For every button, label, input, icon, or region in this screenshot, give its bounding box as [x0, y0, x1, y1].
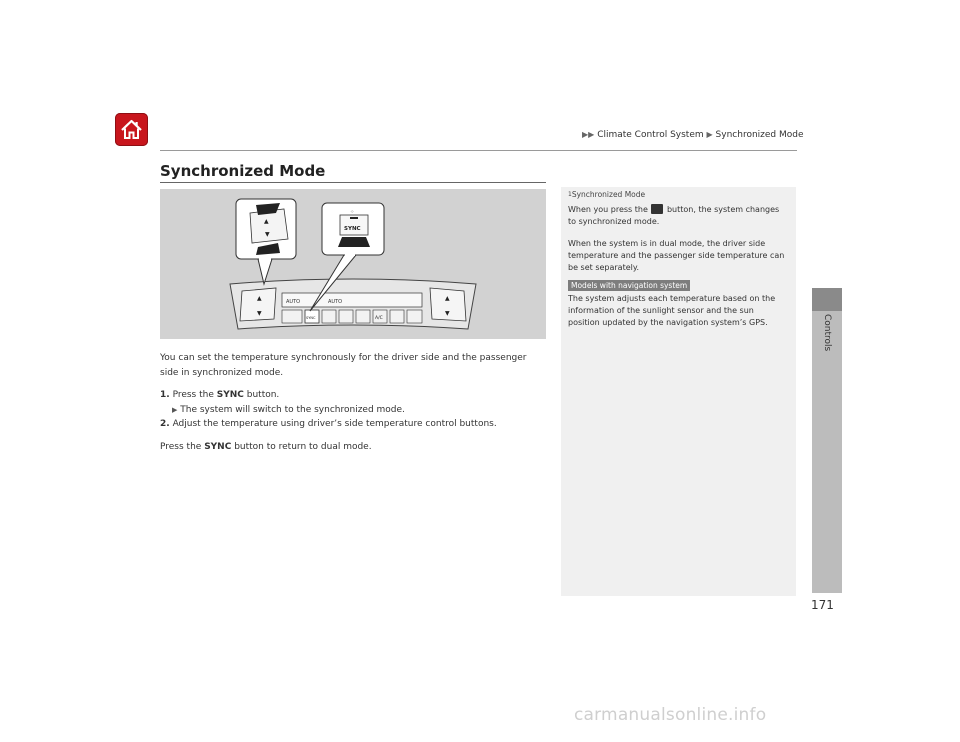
step-1-result: [160, 403, 550, 418]
notes-para-1-line2: to synchronized mode.: [568, 217, 660, 226]
svg-text:⁘: ⁘: [350, 209, 355, 215]
triangle-right-icon: ▶▶: [582, 130, 595, 139]
closing-button: SYNC: [204, 441, 232, 452]
side-tab-label-wrap: [811, 310, 841, 350]
step-1-number: 1.: [160, 390, 170, 400]
breadcrumb: [582, 130, 804, 140]
closing-line: [160, 440, 550, 455]
step-2-number: 2.: [160, 419, 170, 429]
watermark: carmanualsonline.info: [574, 705, 767, 725]
home-icon: [119, 117, 144, 142]
intro-line-1: You can set the temperature synchronously for the driver side and the passenger: [160, 353, 527, 363]
sync-small-label: SYNC: [306, 316, 316, 320]
notes-heading-text: Synchronized Mode: [571, 190, 646, 199]
auto-center-label: AUTO: [328, 299, 343, 305]
notes-para-3-line2: information of the sunlight sensor and the sun: [568, 306, 754, 315]
side-tab-marker: [812, 288, 842, 311]
notes-para-2-line1: When the system is in dual mode, the driver side: [568, 239, 766, 248]
model-badge: Models with navigation system: [568, 280, 690, 291]
notes-para-3-line1: The system adjusts each temperature based on the: [568, 294, 776, 303]
step-1-button: SYNC: [216, 390, 244, 400]
svg-text:▲: ▲: [264, 218, 269, 225]
step-1: [160, 388, 550, 403]
notes-para-1: [568, 204, 790, 216]
svg-text:▼: ▼: [257, 310, 262, 317]
triangle-right-icon: ▶: [706, 130, 713, 139]
header-divider: [160, 150, 797, 151]
triangle-right-icon: ▶: [172, 405, 178, 414]
page-number: 171: [811, 598, 834, 612]
note-marker-icon: 1: [568, 191, 572, 198]
sync-callout-label: SYNC: [344, 226, 361, 232]
notes-para-1-suffix: button, the system changes: [664, 205, 780, 214]
intro-line-2: side in synchronized mode.: [160, 367, 284, 378]
step-2: [160, 417, 550, 432]
notes-para-1-prefix: When you press the: [568, 205, 651, 214]
step-1-suffix: button.: [243, 390, 280, 400]
auto-left-label: AUTO: [286, 299, 301, 305]
svg-text:▲: ▲: [445, 295, 450, 302]
side-tab-label: Controls: [822, 314, 832, 352]
breadcrumb-item-climate[interactable]: Climate Control System: [597, 130, 704, 140]
page-title: Synchronized Mode: [160, 162, 326, 180]
notes-para-3-line3: position updated by the navigation system’s GPS.: [568, 318, 768, 327]
svg-text:▼: ▼: [445, 310, 450, 317]
notes-content: [568, 189, 790, 329]
closing-prefix: Press the: [160, 441, 205, 452]
climate-panel-illustration: [160, 189, 546, 339]
closing-suffix: button to return to dual mode.: [231, 441, 372, 452]
title-divider: [160, 182, 546, 183]
svg-text:▼: ▼: [265, 231, 270, 238]
step-2-text: Adjust the temperature using driver’s side temperature control buttons.: [172, 419, 497, 429]
home-button[interactable]: [115, 113, 148, 146]
notes-heading: [568, 189, 790, 201]
front-defrost-icon: [651, 204, 663, 214]
main-body: [160, 351, 550, 454]
climate-panel-svg: [160, 189, 546, 339]
step-1-prefix: Press the: [172, 390, 217, 400]
ac-label: A/C: [375, 316, 383, 321]
notes-para-2-line2: temperature and the passenger side temperature can: [568, 251, 785, 260]
svg-text:▲: ▲: [257, 295, 262, 302]
step-1-result-text: The system will switch to the synchronized mode.: [180, 404, 405, 415]
notes-para-2-line3: be set separately.: [568, 263, 639, 272]
breadcrumb-item-current: Synchronized Mode: [715, 130, 804, 140]
